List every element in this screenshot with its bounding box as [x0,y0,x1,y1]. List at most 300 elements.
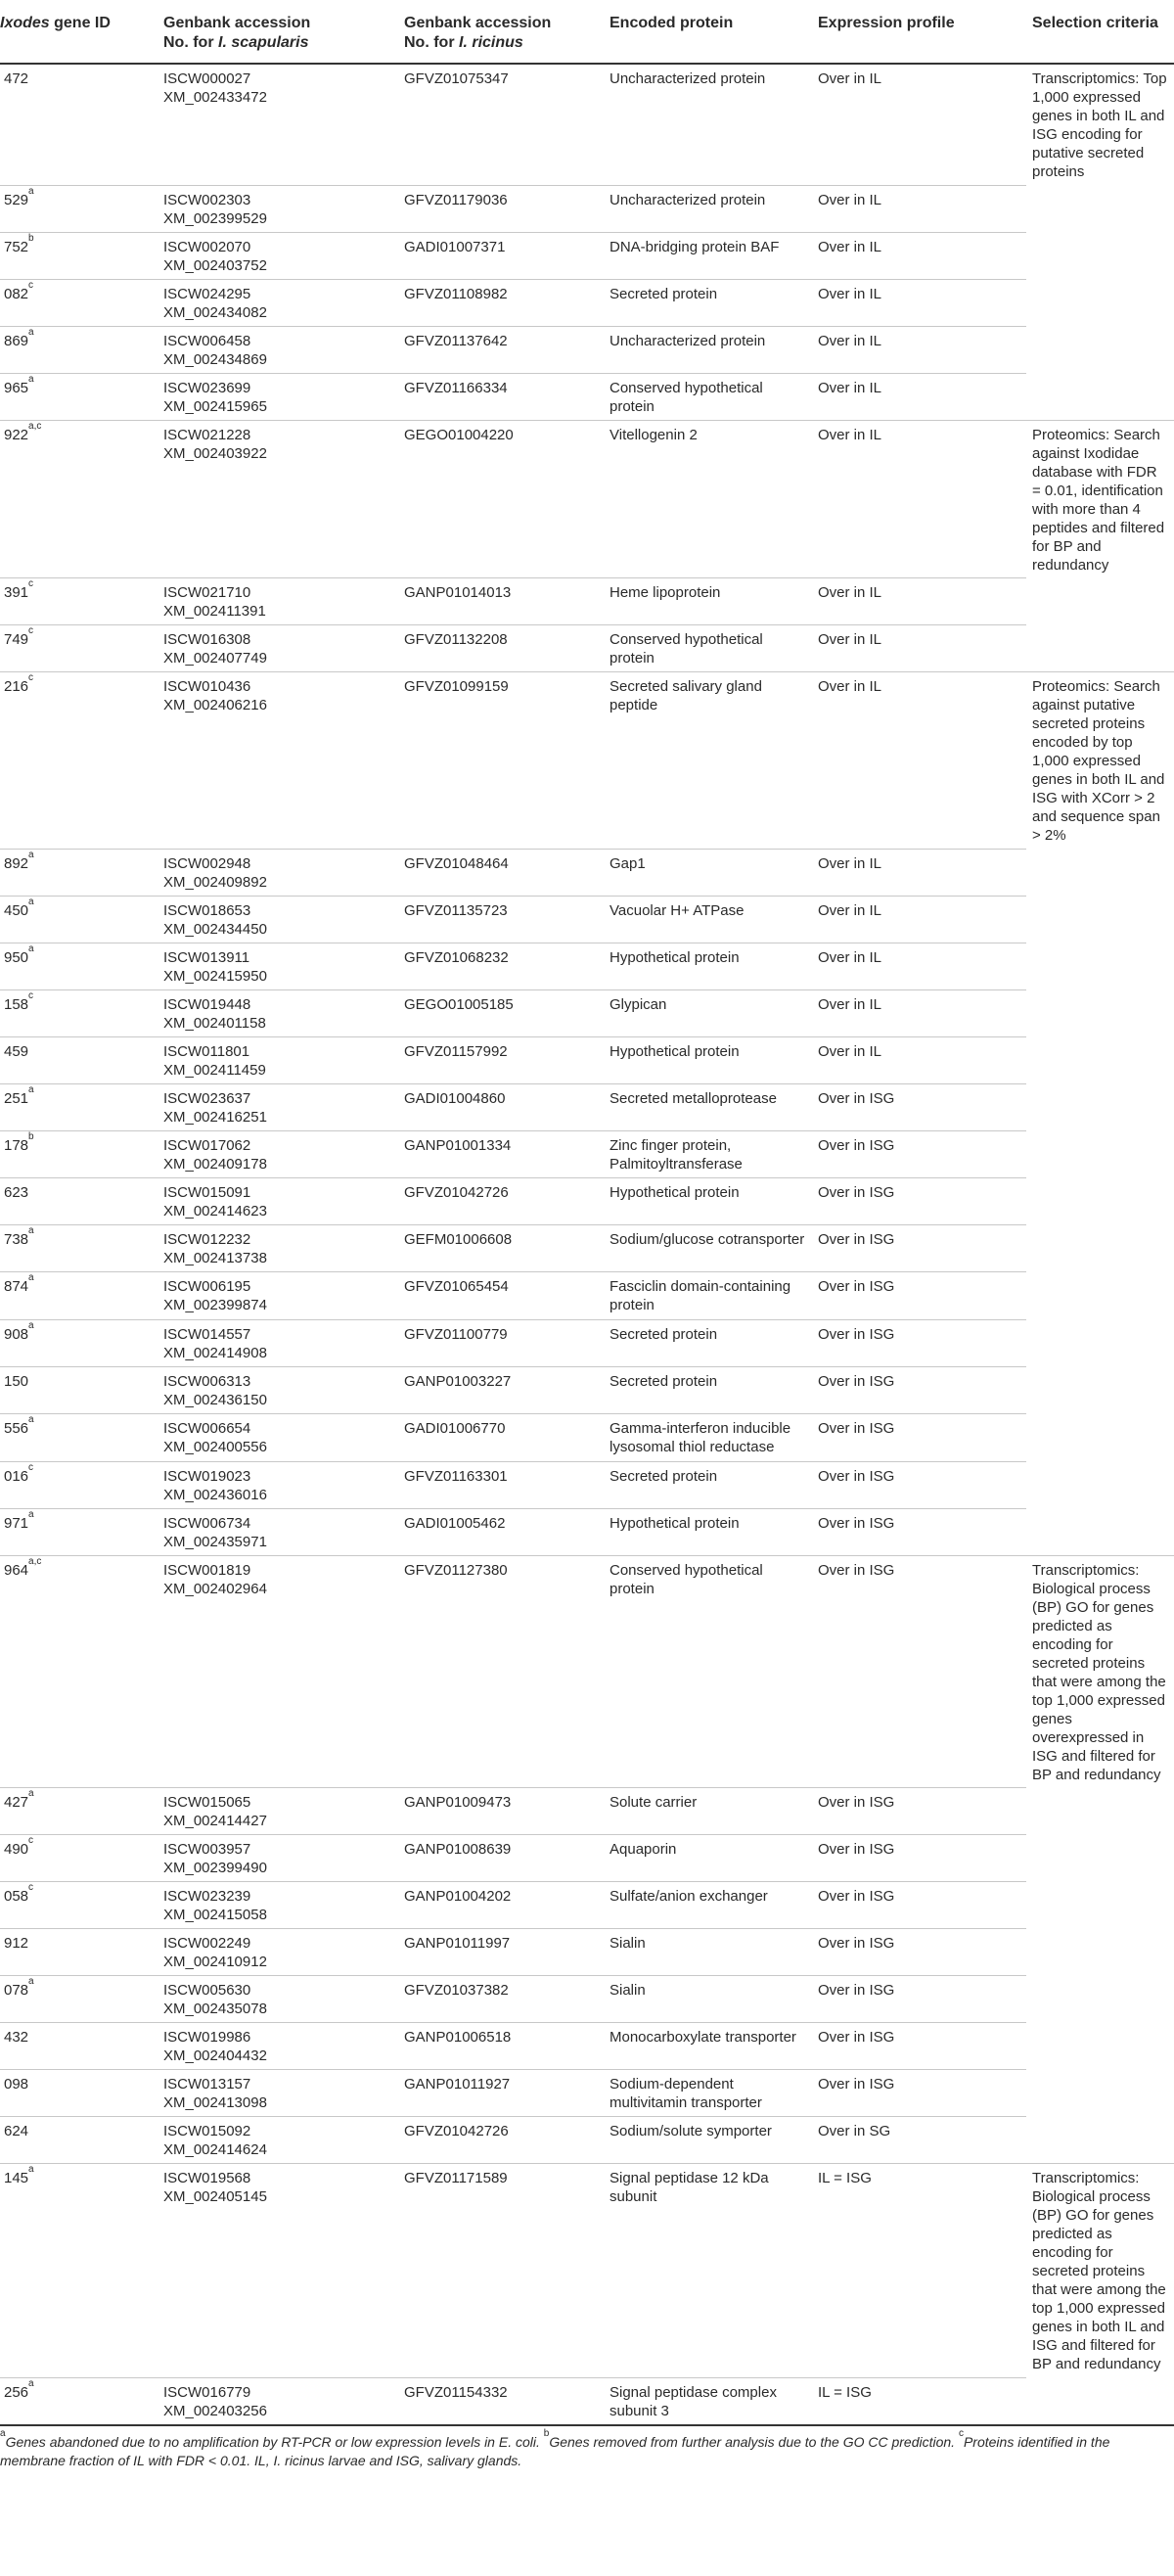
footnote-marker: b [28,232,34,244]
accession-ricinus-cell: GFVZ01099159 [398,672,604,850]
encoded-protein-cell: Conserved hypothetical protein [604,625,812,672]
table-row [0,989,1174,1036]
expression-profile-cell: IL = ISG [812,2164,1026,2378]
gene-id: 251 [4,1089,29,1107]
accession-scapularis-cell [158,1271,398,1319]
header-gene-id: Ixodes gene ID [0,0,158,64]
xm-accession: XM_002436016 [163,1486,267,1503]
accession-ricinus-cell: GEFM01006608 [398,1224,604,1271]
expression-profile-cell: Over in ISG [812,1555,1026,1788]
xm-accession: XM_002399490 [163,1860,267,1876]
selection-criteria-cell [1026,373,1174,420]
iscw-accession: ISCW011801 [163,1042,250,1060]
expression-profile-cell: Over in IL [812,578,1026,625]
expression-profile-cell: Over in ISG [812,1788,1026,1835]
table-footnotes [0,2424,1174,2470]
footnote-marker: b [28,1130,34,1142]
footnote-marker: c [28,672,34,683]
iscw-accession: ISCW002070 [163,238,251,255]
table-row [0,1413,1174,1461]
xm-accession: XM_002415058 [163,1907,267,1923]
xm-accession: XM_002415965 [163,397,267,415]
gene-id: 459 [4,1042,29,1060]
selection-criteria-cell [1026,2377,1174,2424]
gene-id: 874 [4,1277,29,1295]
accession-ricinus-cell: GFVZ01171589 [398,2164,604,2378]
footnote-marker: a [28,1508,34,1520]
expression-profile-cell: Over in IL [812,672,1026,850]
selection-criteria-cell [1026,943,1174,989]
expression-profile-cell: Over in ISG [812,1882,1026,1929]
expression-profile-cell: Over in ISG [812,1366,1026,1413]
gene-id: 082 [4,285,29,302]
iscw-accession: ISCW010436 [163,678,251,695]
header-accession-scapularis: Genbank accession No. for I. scapularis [158,0,398,64]
accession-scapularis-cell [158,1177,398,1224]
expression-profile-cell: Over in IL [812,896,1026,943]
footnote-marker: c [28,989,34,1001]
iscw-accession: ISCW002249 [163,1935,251,1952]
encoded-protein-cell: Glypican [604,989,812,1036]
gene-id-cell [0,943,158,989]
footnote-marker: a [28,1413,34,1425]
encoded-protein-cell: Solute carrier [604,1788,812,1835]
expression-profile-cell: Over in ISG [812,1976,1026,2023]
expression-profile-cell: Over in ISG [812,1224,1026,1271]
footnote-marker: a [28,1788,34,1799]
gene-id-cell [0,672,158,850]
selection-criteria-cell [1026,185,1174,232]
footnote-marker: a [28,1976,34,1987]
table-row [0,1130,1174,1177]
accession-scapularis-cell [158,625,398,672]
iscw-accession: ISCW006458 [163,332,251,349]
encoded-protein-cell: Heme lipoprotein [604,578,812,625]
xm-accession: XM_002414908 [163,1344,267,1361]
gene-id: 098 [4,2076,29,2093]
xm-accession: XM_002416251 [163,1108,267,1126]
gene-id-cell [0,185,158,232]
table-row [0,2070,1174,2117]
accession-scapularis-cell [158,1413,398,1461]
gene-id-cell [0,1788,158,1835]
xm-accession: XM_002405145 [163,2188,267,2205]
accession-scapularis-cell [158,1882,398,1929]
gene-id-cell [0,1271,158,1319]
iscw-accession: ISCW006654 [163,1419,251,1437]
encoded-protein-cell: Uncharacterized protein [610,70,766,87]
expression-profile-cell: Over in ISG [812,1929,1026,1976]
iscw-accession: ISCW019986 [163,2029,251,2046]
iscw-accession: ISCW015065 [163,1794,251,1811]
expression-profile-cell: Over in IL [812,279,1026,326]
xm-accession: XM_002435971 [163,1533,267,1550]
footnote-marker: c [28,279,34,291]
selection-criteria-cell: Transcriptomics: Biological process (BP) GO for genes predicted as encoding for secreted proteins that were among the top 1,000 expressed genes in both IL and ISG and filtered for BP and redundancy [1026,2164,1174,2378]
encoded-protein-cell: Sialin [604,1929,812,1976]
gene-id-cell [0,2164,158,2378]
iscw-accession: ISCW014557 [163,1325,251,1343]
footnote-marker: c [28,625,34,636]
selection-criteria-cell [1026,849,1174,896]
footnote-marker: a [28,849,34,860]
xm-accession: XM_002435078 [163,2001,267,2017]
gene-id-cell [0,849,158,896]
accession-ricinus-cell: GADI01005462 [398,1508,604,1555]
iscw-accession: ISCW006734 [163,1514,251,1532]
footnote-marker: a [28,326,34,338]
xm-accession: XM_002409178 [163,1155,267,1173]
gene-id: 490 [4,1841,29,1858]
accession-ricinus-cell: GFVZ01108982 [398,279,604,326]
selection-criteria-cell [1026,1177,1174,1224]
table-row [0,326,1174,373]
table-header-row [0,0,1174,64]
encoded-protein-cell: Signal peptidase complex subunit 3 [604,2377,812,2424]
selection-criteria-cell: Transcriptomics: Biological process (BP) GO for genes predicted as encoding for secreted proteins that were among the top 1,000 expressed genes overexpressed in ISG and filtered for BP and redundancy [1026,1555,1174,1788]
selection-criteria-cell [1026,1271,1174,1319]
table-row [0,1319,1174,1366]
xm-accession: XM_002407749 [163,650,267,667]
table-row [0,1177,1174,1224]
gene-id-cell [0,420,158,578]
accession-scapularis-cell [158,1130,398,1177]
gene-id: 623 [4,1183,29,1201]
accession-scapularis-cell [158,672,398,850]
table-row [0,896,1174,943]
gene-id: 912 [4,1935,29,1952]
accession-scapularis-cell [158,185,398,232]
table-row [0,232,1174,279]
selection-criteria-cell [1026,1224,1174,1271]
accession-scapularis-cell [158,420,398,578]
selection-criteria-cell [1026,1366,1174,1413]
iscw-accession: ISCW013911 [163,948,250,966]
header-expression-profile: Expression profile [812,0,1026,64]
footnote-marker: a [28,1224,34,1236]
accession-scapularis-cell [158,849,398,896]
iscw-accession: ISCW018653 [163,901,251,919]
selection-criteria-cell [1026,232,1174,279]
accession-ricinus-cell: GFVZ01127380 [398,1555,604,1788]
encoded-protein-cell: Sodium/solute symporter [604,2117,812,2164]
table-row [0,185,1174,232]
xm-accession: XM_002411459 [163,1061,266,1079]
table-row [0,625,1174,672]
table-row [0,1366,1174,1413]
gene-id-cell [0,2377,158,2424]
gene-id: 908 [4,1325,29,1343]
gene-id-cell [0,1083,158,1130]
selection-criteria-cell [1026,1461,1174,1508]
footnote-marker: a,c [28,1555,42,1567]
gene-id: 965 [4,379,29,396]
iscw-accession: ISCW006313 [163,1372,251,1390]
table-row [0,1083,1174,1130]
gene-id-cell [0,1555,158,1788]
footnote-b: $^b$Genes removed from further analysis due to the GO CC prediction. [543,2427,956,2450]
table-row [0,2377,1174,2424]
xm-accession: XM_002404432 [163,2047,267,2064]
accession-ricinus-cell: GFVZ01157992 [398,1036,604,1083]
xm-accession: XM_002433472 [163,89,267,106]
xm-accession: XM_002399874 [163,1296,267,1313]
accession-ricinus-cell: GFVZ01037382 [398,1976,604,2023]
xm-accession: XM_002414427 [163,1813,267,1829]
footnote-marker: a [28,943,34,954]
accession-scapularis-cell [158,373,398,420]
gene-id: 556 [4,1419,29,1437]
accession-ricinus-cell: GADI01006770 [398,1413,604,1461]
header-encoded-protein: Encoded protein [604,0,812,64]
encoded-protein-cell: Gap1 [604,849,812,896]
iscw-accession: ISCW013157 [163,2076,251,2093]
accession-ricinus-cell: GFVZ01154332 [398,2377,604,2424]
iscw-accession: ISCW019568 [163,2170,251,2186]
gene-id: 158 [4,995,29,1013]
encoded-protein-cell: Zinc finger protein, Palmitoyltransferase [604,1130,812,1177]
gene-id: 950 [4,948,29,966]
accession-ricinus-cell: GANP01003227 [398,1366,604,1413]
gene-id-cell [0,1413,158,1461]
xm-accession: XM_002434869 [163,350,267,368]
accession-ricinus-cell: GFVZ01166334 [398,373,604,420]
gene-id: 432 [4,2029,29,2046]
table-row [0,672,1174,850]
expression-profile-cell: Over in IL [812,420,1026,578]
accession-ricinus-cell: GANP01014013 [398,578,604,625]
gene-id: 150 [4,1372,29,1390]
gene-id-cell [0,1882,158,1929]
encoded-protein-cell: Sodium/glucose cotransporter [604,1224,812,1271]
encoded-protein-cell: Conserved hypothetical protein [604,373,812,420]
iscw-accession: ISCW019448 [163,995,251,1013]
gene-id-cell [0,1177,158,1224]
expression-profile-cell: Over in ISG [812,1130,1026,1177]
accession-ricinus-cell: GANP01006518 [398,2023,604,2070]
accession-scapularis-cell [158,1461,398,1508]
gene-id-cell [0,896,158,943]
selection-criteria-cell [1026,1835,1174,1882]
iscw-accession: ISCW024295 [163,285,251,302]
expression-profile-cell: Over in ISG [812,1083,1026,1130]
iscw-accession: ISCW023637 [163,1089,251,1107]
table-row [0,1835,1174,1882]
table-row [0,1929,1174,1976]
footnote-c: $^c$Proteins identified in the membrane fraction of IL with FDR < 0.01. IL, I. ricinus larvae and ISG, salivary glands. [0,2427,1110,2468]
encoded-protein-cell: Secreted metalloprotease [604,1083,812,1130]
gene-id-cell [0,279,158,326]
iscw-accession: ISCW012232 [163,1230,251,1248]
accession-ricinus-cell: GEGO01004220 [398,420,604,578]
accession-scapularis-cell [158,279,398,326]
footnote-marker: c [28,1461,34,1473]
encoded-protein-cell: Secreted protein [604,1319,812,1366]
encoded-protein-cell: Aquaporin [604,1835,812,1882]
gene-id-cell [0,989,158,1036]
iscw-accession: ISCW016779 [163,2383,251,2401]
encoded-protein-cell: Fasciclin domain-containing protein [604,1271,812,1319]
gene-id-cell [0,1508,158,1555]
encoded-protein-cell: Signal peptidase 12 kDa subunit [604,2164,812,2378]
iscw-accession: ISCW016308 [163,631,251,648]
gene-id: 427 [4,1794,29,1811]
xm-accession: XM_002413098 [163,2094,267,2111]
accession-scapularis-cell [158,2070,398,2117]
xm-accession: XM_002434450 [163,920,267,938]
selection-criteria-cell [1026,1036,1174,1083]
accession-ricinus-cell: GANP01008639 [398,1835,604,1882]
accession-ricinus-cell: GFVZ01042726 [398,1177,604,1224]
gene-id-cell [0,2070,158,2117]
accession-scapularis-cell [158,943,398,989]
expression-profile-cell: Over in ISG [812,1177,1026,1224]
encoded-protein-cell: Secreted protein [604,1366,812,1413]
gene-id: 216 [4,678,29,695]
gene-id: 178 [4,1136,29,1154]
accession-scapularis-cell [158,989,398,1036]
accession-scapularis-cell [158,2164,398,2378]
expression-profile-cell: Over in ISG [812,1835,1026,1882]
gene-id-cell [0,1036,158,1083]
encoded-protein-cell: Sodium-dependent multivitamin transporter [604,2070,812,2117]
xm-accession: XM_002403922 [163,444,267,462]
expression-profile-cell: Over in IL [812,232,1026,279]
encoded-protein-cell: Uncharacterized protein [604,185,812,232]
accession-ricinus-cell: GFVZ01100779 [398,1319,604,1366]
accession-scapularis-cell [158,2117,398,2164]
gene-id: 529 [4,191,29,208]
footnote-marker: a [28,1271,34,1283]
selection-criteria-cell [1026,1083,1174,1130]
gene-id: 971 [4,1514,29,1532]
iscw-accession: ISCW001819 [163,1561,251,1579]
accession-scapularis-cell [158,1976,398,2023]
gene-id: 145 [4,2170,29,2186]
encoded-protein-cell: Hypothetical protein [604,1177,812,1224]
iscw-accession: ISCW005630 [163,1982,251,1999]
gene-id: 749 [4,631,29,648]
accession-scapularis-cell [158,1083,398,1130]
xm-accession: XM_002413738 [163,1249,267,1266]
xm-accession: XM_002403256 [163,2402,267,2419]
header-selection-criteria: Selection criteria [1026,0,1174,64]
iscw-accession: ISCW015091 [163,1183,251,1201]
table-row [0,2117,1174,2164]
gene-id: 869 [4,332,29,349]
accession-scapularis-cell [158,1835,398,1882]
encoded-protein-cell: Hypothetical protein [604,943,812,989]
selection-criteria-cell [1026,578,1174,625]
encoded-protein-cell: Sialin [604,1976,812,2023]
selection-criteria-cell [1026,1130,1174,1177]
table-row [0,1508,1174,1555]
footnote-marker: a [28,2377,34,2389]
encoded-protein-cell: Secreted protein [604,1461,812,1508]
gene-id-cell [0,1929,158,1976]
selection-criteria-cell [1026,625,1174,672]
gene-id-cell [0,578,158,625]
gene-id-cell [0,326,158,373]
iscw-accession: ISCW023699 [163,379,251,396]
encoded-protein-cell: Vitellogenin 2 [604,420,812,578]
expression-profile-cell: Over in ISG [812,1508,1026,1555]
accession-scapularis-cell [158,1319,398,1366]
table-row [0,2023,1174,2070]
gene-id-cell [0,2117,158,2164]
iscw-accession: ISCW021710 [163,584,251,601]
expression-profile-cell: Over in ISG [812,1271,1026,1319]
encoded-protein-cell: Secreted protein [604,279,812,326]
table-row [0,420,1174,578]
accession-ricinus-cell: GANP01004202 [398,1882,604,1929]
accession-ricinus-cell: GANP01009473 [398,1788,604,1835]
gene-id: 078 [4,1982,29,1999]
expression-profile-cell: Over in ISG [812,2023,1026,2070]
accession-scapularis-cell [158,1036,398,1083]
table-row [0,1788,1174,1835]
selection-criteria-cell [1026,326,1174,373]
encoded-protein-cell: DNA-bridging protein BAF [604,232,812,279]
gene-id-cell [0,373,158,420]
accession-ricinus-cell: GANP01011997 [398,1929,604,1976]
accession-ricinus-cell: GANP01001334 [398,1130,604,1177]
accession-ricinus-cell: GFVZ01132208 [398,625,604,672]
accession-ricinus-cell: GFVZ01135723 [398,896,604,943]
gene-id: 016 [4,1467,29,1485]
gene-id-cell [0,1130,158,1177]
accession-scapularis-cell [158,2023,398,2070]
accession-ricinus-cell: GFVZ01075347 [404,70,509,87]
accession-scapularis-cell [158,2377,398,2424]
accession-ricinus-cell: GFVZ01137642 [398,326,604,373]
header-accession-ricinus: Genbank accession No. for I. ricinus [398,0,604,64]
table-row [0,1882,1174,1929]
accession-ricinus-cell: GFVZ01163301 [398,1461,604,1508]
table-row [0,943,1174,989]
gene-id-cell [0,64,158,185]
table-row [0,1976,1174,2023]
selection-criteria-cell [1026,2023,1174,2070]
xm-accession: XM_002402964 [163,1580,267,1597]
expression-profile-cell: Over in IL [812,989,1026,1036]
gene-id-cell [0,1319,158,1366]
selection-criteria-cell [1026,896,1174,943]
table-row [0,2164,1174,2378]
gene-id-cell [0,1976,158,2023]
gene-id: 624 [4,2123,29,2139]
accession-scapularis-cell [158,1929,398,1976]
footnote-marker: c [28,578,34,589]
expression-profile-cell: Over in ISG [812,1319,1026,1366]
accession-ricinus-cell: GADI01004860 [398,1083,604,1130]
selection-criteria-cell [1026,1929,1174,1976]
accession-ricinus-cell: GFVZ01048464 [398,849,604,896]
selection-criteria-cell [1026,1413,1174,1461]
encoded-protein-cell: Secreted salivary gland peptide [604,672,812,850]
xm-accession: XM_002409892 [163,873,267,891]
table-row [0,64,1174,185]
footnote-marker: a [28,2164,34,2175]
footnote-marker: c [28,1835,34,1846]
selection-criteria-cell [1026,1508,1174,1555]
xm-accession: XM_002411391 [163,603,266,620]
accession-scapularis-cell [158,1555,398,1788]
xm-accession: XM_002406216 [163,697,267,713]
gene-id: 752 [4,238,29,255]
accession-ricinus-cell: GFVZ01065454 [398,1271,604,1319]
accession-scapularis-cell [158,326,398,373]
